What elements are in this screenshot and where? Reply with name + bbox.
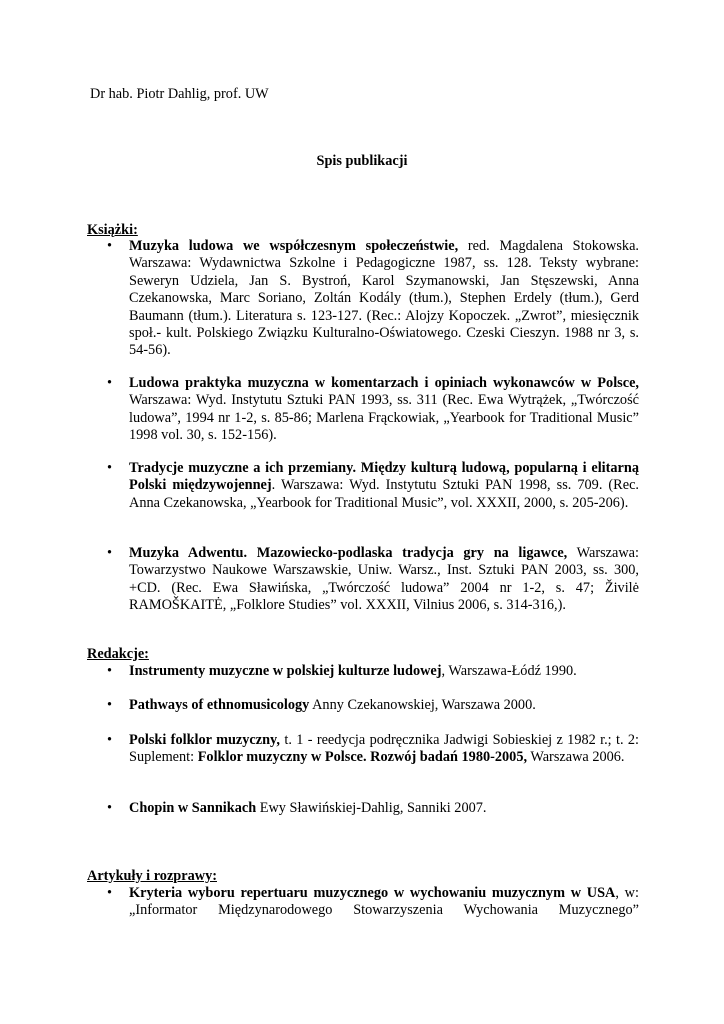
section-heading-articles: Artykuły i rozprawy: bbox=[87, 868, 217, 884]
publication-subtitle: Folklor muzyczny w Polsce. Rozwój badań 1980-2005, bbox=[197, 749, 528, 766]
bullet-icon: • bbox=[107, 800, 113, 816]
publication-details: t. 1 - reedycja podręcznika Jadwigi Sobieskiej z 1982 r.; t. 2: Suplement: bbox=[129, 732, 639, 766]
bullet-icon: • bbox=[107, 885, 113, 901]
publication-details: Ewy Sławińskiej-Dahlig, Sanniki 2007. bbox=[256, 800, 487, 816]
publication-details: . Warszawa: Wyd. Instytutu Sztuki PAN 1998, ss. 709. (Rec. Anna Czekanowska, „Yearbook for Traditional Music”, vol. XXXII, 2000, s. 205-206). bbox=[129, 477, 639, 511]
bullet-icon: • bbox=[107, 697, 113, 713]
section-heading-editions: Redakcje: bbox=[87, 646, 149, 662]
list-item bbox=[107, 697, 639, 714]
bullet-icon: • bbox=[107, 663, 113, 679]
publication-title: Muzyka ludowa we współczesnym społeczeństwie, bbox=[129, 238, 459, 254]
list-item bbox=[107, 800, 639, 817]
publication-title: Muzyka Adwentu. Mazowiecko-podlaska tradycja gry na ligawce, bbox=[129, 545, 568, 561]
publication-title: Tradycje muzyczne a ich przemiany. Między kulturą ludową, popularną i elitarną Polski międzywojennej bbox=[129, 460, 639, 494]
bullet-icon: • bbox=[107, 460, 113, 476]
list-item bbox=[107, 663, 639, 680]
bullet-icon: • bbox=[107, 732, 113, 748]
list-item bbox=[107, 732, 639, 767]
publication-details-2: Warszawa 2006. bbox=[527, 749, 625, 766]
section-heading-books: Książki: bbox=[87, 222, 138, 238]
publication-details: red. Magdalena Stokowska. Warszawa: Wydawnictwa Szkolne i Pedagogiczne 1987, ss. 128. Teksty wybrane: Seweryn Udziela, Jan S. Bystroń, Karol Szymanowski, Jan Stęszewski, Anna Czekanowska, Marc Soriano, Zoltán Kodály (tłum.), Stephen Erdely (tłum.), Gerd Baumann (tłum.). Literatura s. 123-127. (Rec.: Alojzy Kopoczek. „Zwrot”, miesięcznik społ.- kult. Polskiego Związku Kulturalno-Oświatowego. Czeski Cieszyn. 1988 nr 3, s. 54-56). bbox=[129, 238, 639, 359]
publication-title: Ludowa praktyka muzyczna w komentarzach i opiniach wykonawców w Polsce, bbox=[129, 375, 639, 391]
list-item bbox=[107, 375, 639, 445]
publication-title: Instrumenty muzyczne w polskiej kulturze ludowej bbox=[129, 663, 442, 679]
publication-title: Kryteria wyboru repertuaru muzycznego w wychowaniu muzycznym w USA bbox=[129, 885, 616, 901]
publication-details: Anny Czekanowskiej, Warszawa 2000. bbox=[309, 697, 536, 713]
list-item bbox=[107, 545, 639, 615]
author-line: Dr hab. Piotr Dahlig, prof. UW bbox=[90, 86, 269, 102]
list-item bbox=[107, 885, 639, 920]
page-title: Spis publikacji bbox=[316, 153, 408, 169]
publication-title: Pathways of ethnomusicology bbox=[129, 697, 310, 713]
bullet-icon: • bbox=[107, 238, 113, 254]
list-item bbox=[107, 238, 639, 360]
publication-title: Chopin w Sannikach bbox=[129, 800, 257, 816]
list-item bbox=[107, 460, 639, 512]
publication-title: Polski folklor muzyczny, bbox=[129, 732, 280, 748]
bullet-icon: • bbox=[107, 375, 113, 391]
publication-details: Warszawa: Towarzystwo Naukowe Warszawskie, Uniw. Warsz., Inst. Sztuki PAN 2003, ss. 300, +CD. (Rec. Ewa Sławińska, „Twórczość ludowa” 2004 nr 1-2, s. 47; Živilė RAMOŠKAITĖ, „Folklore Studies” vol. XXXII, Vilnius 2006, s. 314-316,). bbox=[129, 545, 639, 614]
publication-details: , Warszawa-Łódź 1990. bbox=[441, 663, 577, 679]
publication-details: Warszawa: Wyd. Instytutu Sztuki PAN 1993, ss. 311 (Rec. Ewa Wytrążek, „Twórczość ludowa”, 1994 nr 1-2, s. 85-86; Marlena Frąckowiak, „Yearbook for Traditional Music” 1998 vol. 30, s. 152-156). bbox=[129, 392, 639, 444]
publication-details: , w: „Informator Międzynarodowego Stowarzyszenia Wychowania Muzycznego” bbox=[129, 885, 639, 919]
bullet-icon: • bbox=[107, 545, 113, 561]
